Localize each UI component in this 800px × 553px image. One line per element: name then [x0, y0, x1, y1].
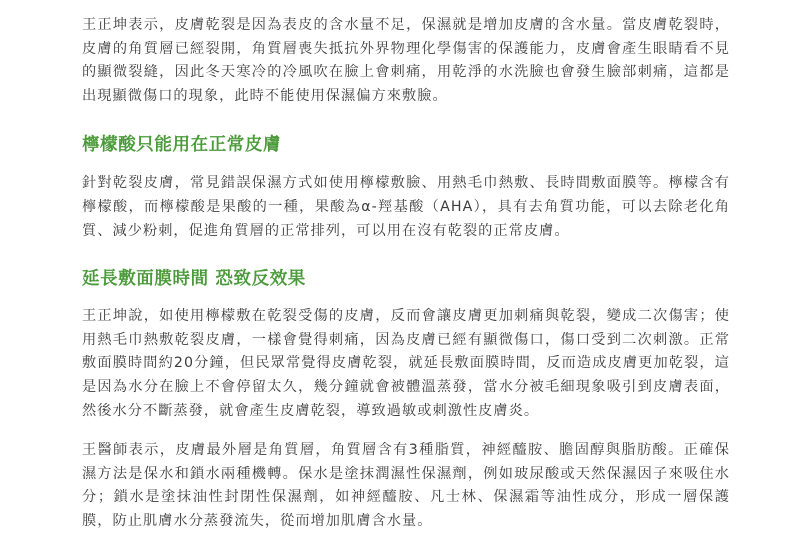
section-heading-citric-acid: 檸檬酸只能用在正常皮膚	[82, 135, 282, 156]
section-heading-mask-duration: 延長敷面膜時間 恐致反效果	[82, 269, 306, 290]
paragraph-mask-side-effects: 王正坤說，如使用檸檬敷在乾裂受傷的皮膚，反而會讓皮膚更加刺痛與乾裂，變成二次傷害；使用熱毛巾熱敷乾裂皮膚，一樣會覺得刺痛，因為皮膚已經有顯微傷口，傷口受到二次刺激。正常敷面膜時間約20分鐘，但民眾常覺得皮膚乾裂，就延長敷面膜時間，反而造成皮膚更加乾裂，這是因為水分在臉上不會停留太久，幾分鐘就會被體溫蒸發，當水分被毛細現象吸引到皮膚表面，然後水分不斷蒸發，就會產生皮膚乾裂，導致過敏或刺激性皮膚炎。	[82, 308, 730, 419]
paragraph-correct-moisturizing: 王醫師表示，皮膚最外層是角質層，角質層含有3種脂質，神經醯胺、膽固醇與脂肪酸。正確保濕方法是保水和鎖水兩種機轉。保水是塗抹潤濕性保濕劑，例如玻尿酸或天然保濕因子來吸住水分；鎖水是塗抹油性封閉性保濕劑，如神經醯胺、凡士林、保濕霜等油性成分，形成一層保護膜，防止肌膚水分蒸發流失，從而增加肌膚含水量。	[82, 442, 730, 529]
article-body	[82, 14, 730, 534]
paragraph-dry-skin-cause: 王正坤表示，皮膚乾裂是因為表皮的含水量不足，保濕就是增加皮膚的含水量。當皮膚乾裂時，皮膚的角質層已經裂開，角質層喪失抵抗外界物理化學傷害的保護能力，皮膚會產生眼睛看不見的顯微裂縫，因此冬天寒冷的冷風吹在臉上會刺痛，用乾淨的水洗臉也會發生臉部刺痛，這都是出現顯微傷口的現象，此時不能使用保濕偏方來敷臉。	[82, 17, 730, 104]
paragraph-wrong-moisturizing: 針對乾裂皮膚，常見錯誤保濕方式如使用檸檬敷臉、用熱毛巾熱敷、長時間敷面膜等。檸檬含有檸檬酸，而檸檬酸是果酸的一種，果酸為α-羥基酸（AHA），具有去角質功能，可以去除老化角質、減少粉刺，促進角質層的正常排列，可以用在沒有乾裂的正常皮膚。	[82, 175, 730, 239]
